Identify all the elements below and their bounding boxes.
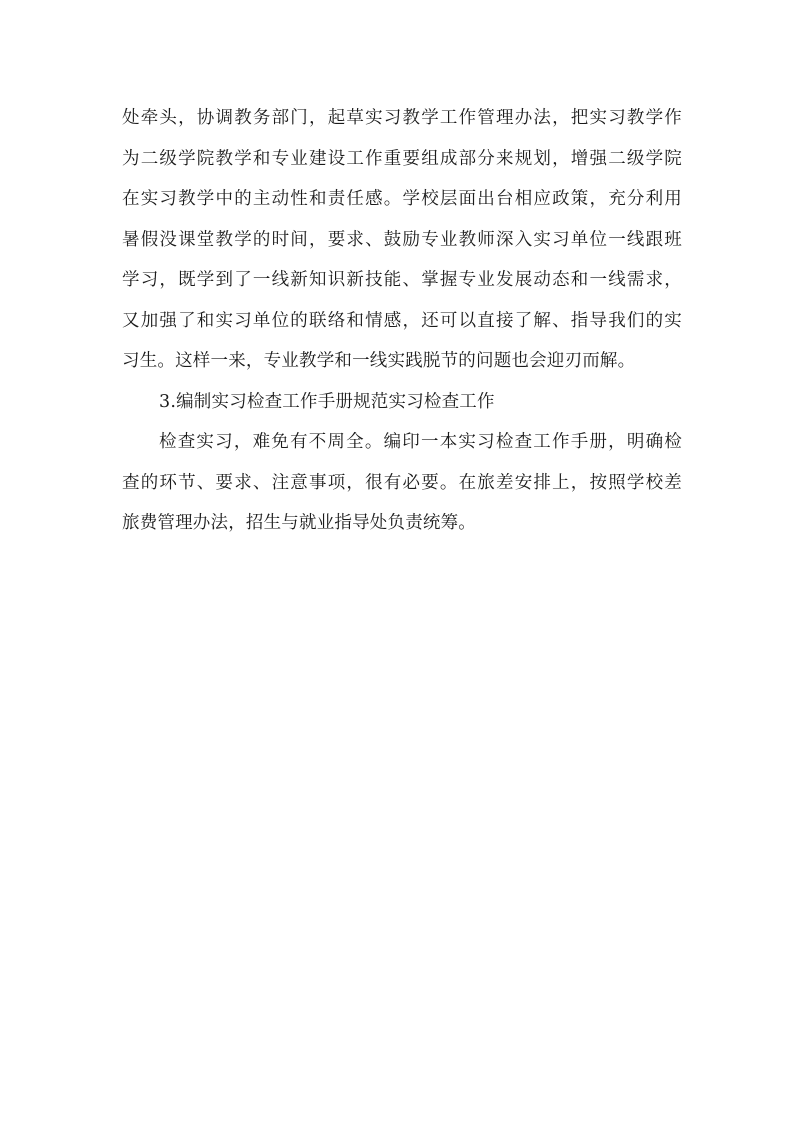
document-body [122, 98, 682, 544]
paragraph-line: 又加强了和实习单位的联络和情感，还可以直接了解、指导我们的实 [122, 310, 682, 331]
paragraph-line: 查的环节、要求、注意事项，很有必要。在旅差安排上，按照学校差 [122, 472, 682, 493]
section-heading: 3.编制实习检查工作手册规范实习检查工作 [159, 391, 495, 412]
paragraph-2 [122, 422, 682, 544]
paragraph-line: 旅费管理办法，招生与就业指导处负责统筹。 [122, 513, 476, 533]
paragraph-line: 在实习教学中的主动性和责任感。学校层面出台相应政策，充分利用 [122, 189, 682, 209]
paragraph-line: 为二级学院教学和专业建设工作重要组成部分来规划，增强二级学院 [122, 148, 682, 169]
paragraph-line: 暑假没课堂教学的时间，要求、鼓励专业教师深入实习单位一线跟班 [122, 229, 682, 250]
paragraph-line: 检查实习，难免有不周全。编印一本实习检查工作手册，明确检 [159, 432, 682, 452]
paragraph-line: 学习，既学到了一线新知识新技能、掌握专业发展动态和一线需求， [122, 270, 682, 290]
paragraph-1 [122, 98, 682, 382]
paragraph-line: 习生。这样一来，专业教学和一线实践脱节的问题也会迎刃而解。 [122, 351, 636, 371]
paragraph-line: 处牵头，协调教务部门，起草实习教学工作管理办法，把实习教学作 [122, 108, 682, 128]
